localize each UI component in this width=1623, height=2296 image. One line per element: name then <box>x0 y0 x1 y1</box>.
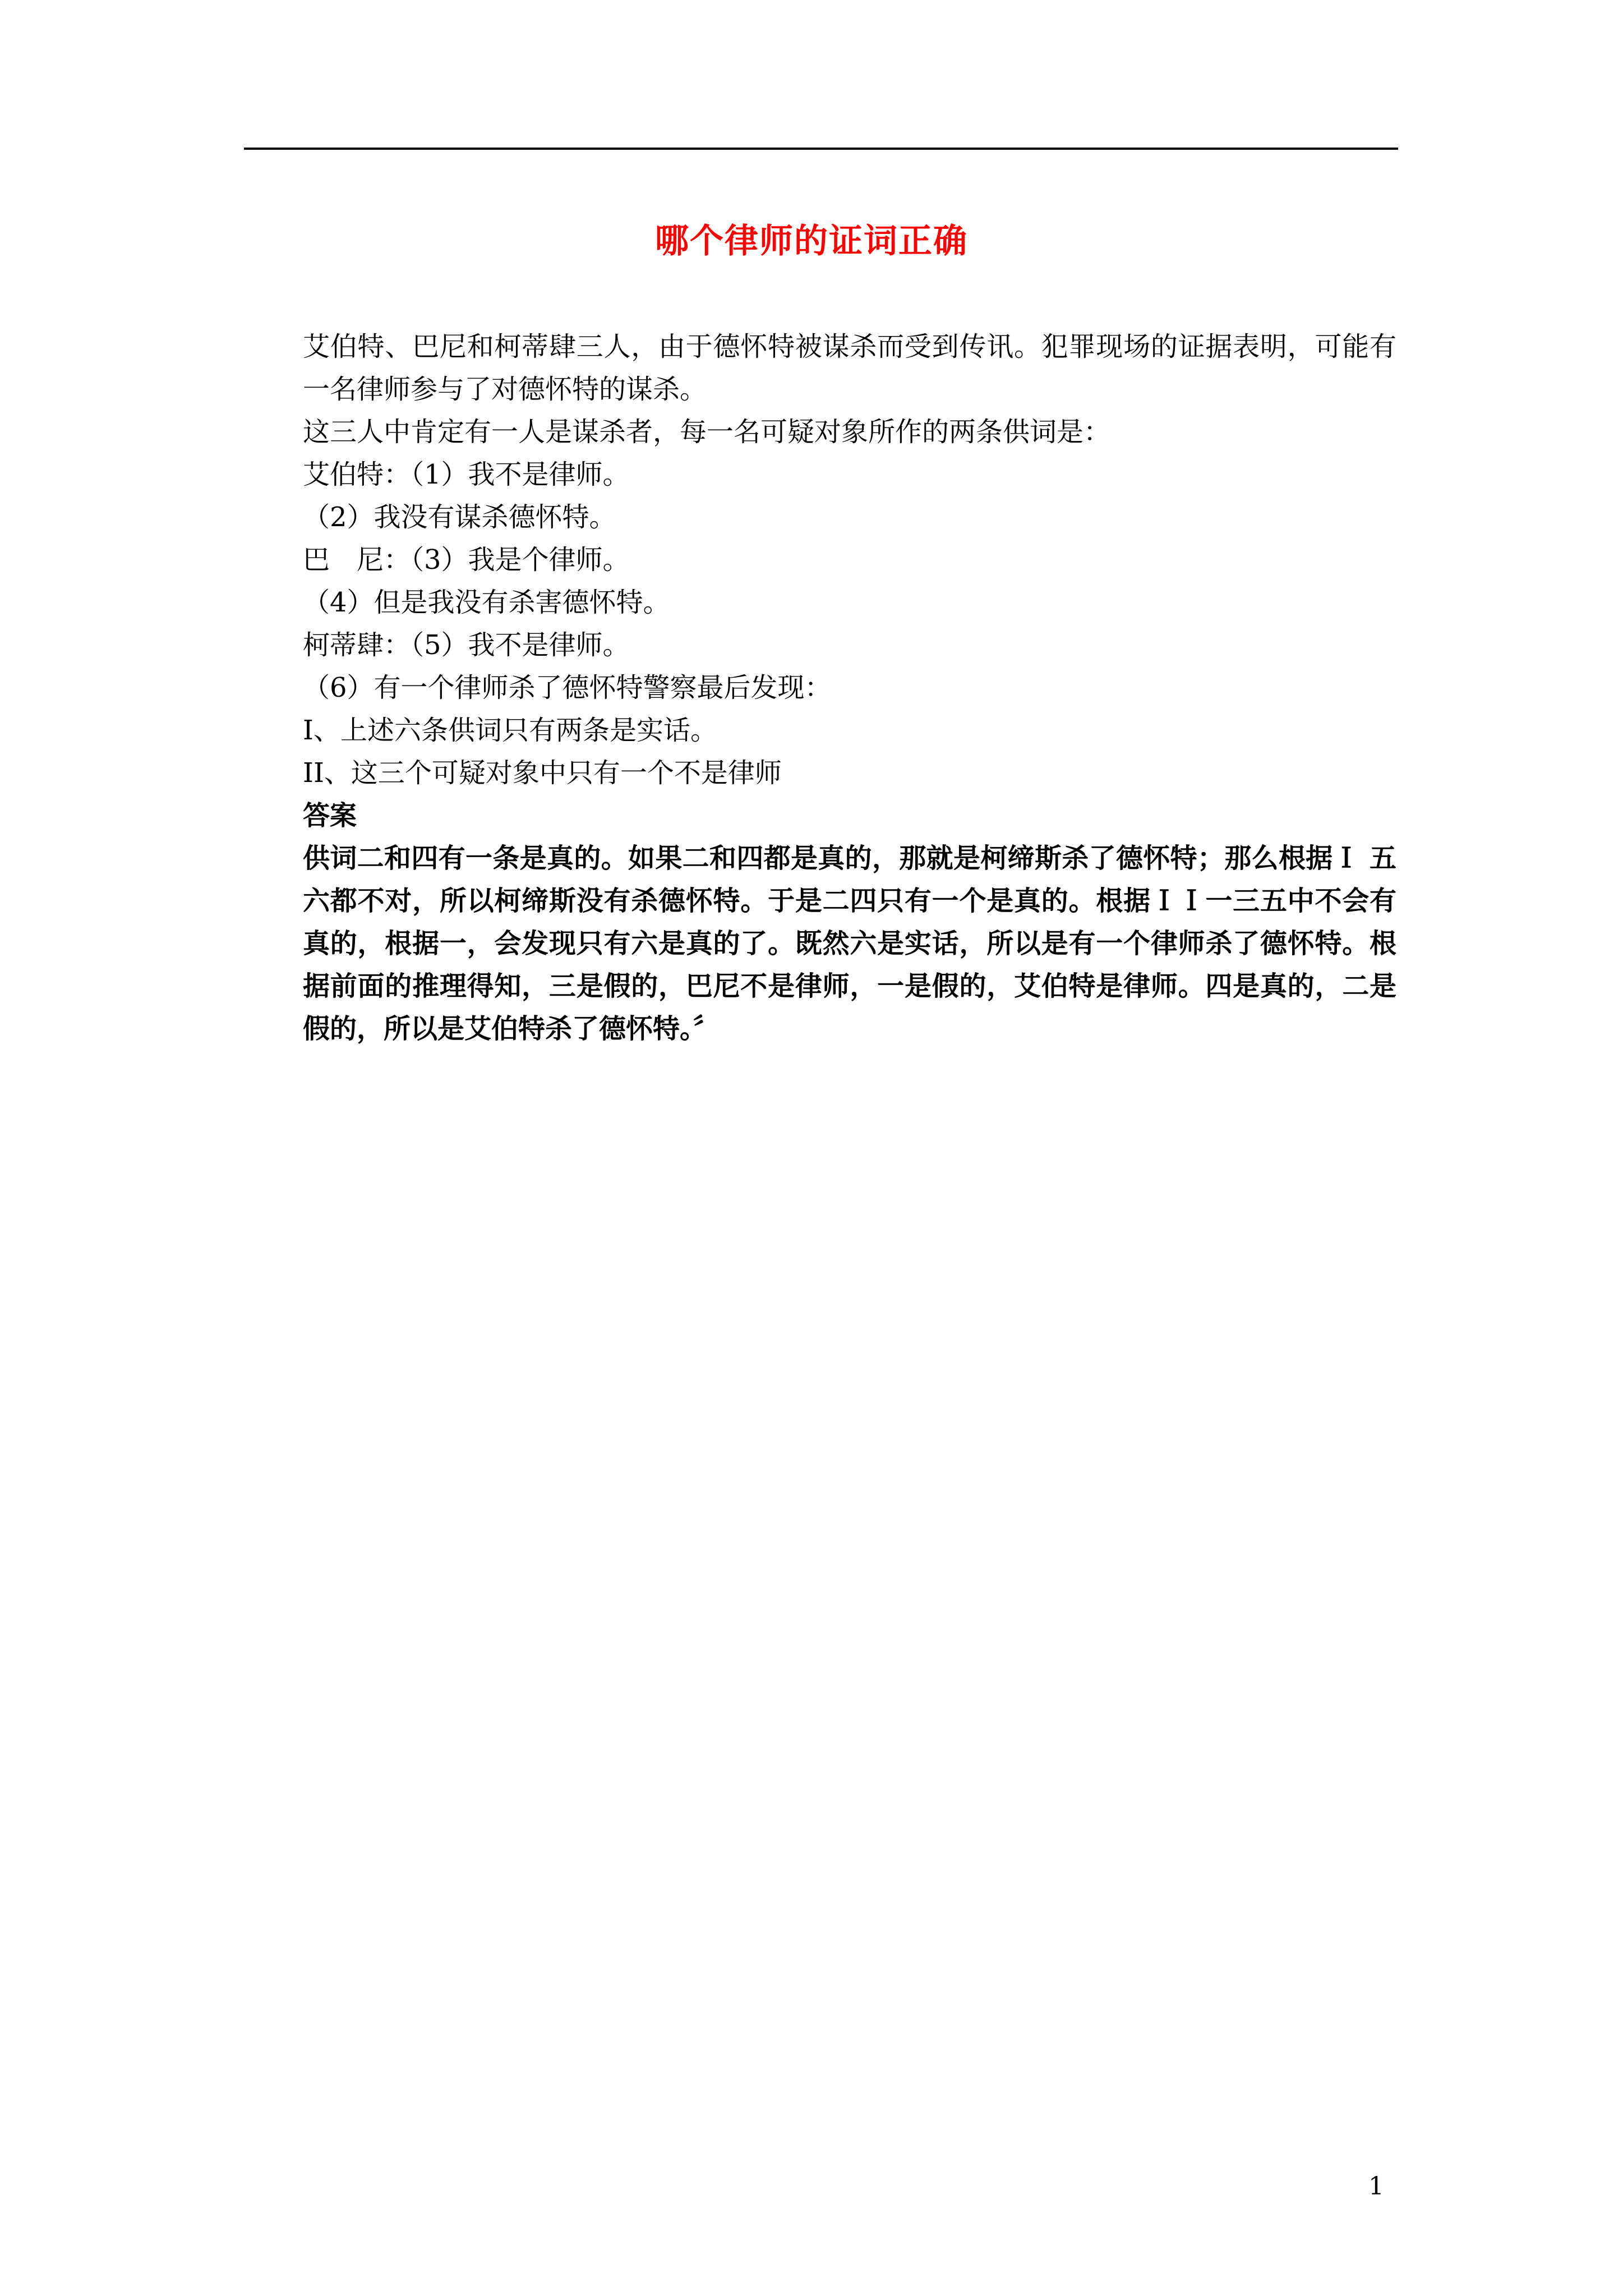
page-number: 1 <box>1368 2172 1384 2201</box>
finding-line: I、上述六条供词只有两条是实话。 <box>303 715 717 746</box>
document-body <box>247 325 1396 1050</box>
statement-line: （6）有一个律师杀了德怀特警察最后发现： <box>303 672 832 703</box>
finding-line: II、这三个可疑对象中只有一个不是律师 <box>303 757 782 789</box>
premise-line: 这三人中肯定有一人是谋杀者，每一名可疑对象所作的两条供词是： <box>303 416 1111 448</box>
statement-line: 艾伯特：（1）我不是律师。 <box>303 459 630 490</box>
statement-line: 巴 尼：（3）我是个律师。 <box>303 544 630 576</box>
header-rule <box>244 148 1398 150</box>
statement-line: 柯蒂肆：（5）我不是律师。 <box>303 629 630 661</box>
answer-heading: 答案 <box>303 800 357 831</box>
statement-line: （4）但是我没有杀害德怀特。 <box>303 587 670 618</box>
answer-paragraph: 供词二和四有一条是真的。如果二和四都是真的，那就是柯缔斯杀了德怀特；那么根据Ｉ 五六都不对，所以柯缔斯没有杀德怀特。于是二四只有一个是真的。根据ＩＩ一三五中不会有真的，根据一，会发现只有六是真的了。既然六是实话，所以是有一个律师杀了德怀特。根据前面的推理得知，三是假的，巴尼不是律师，一是假的，艾伯特是律师。四是真的，二是假的，所以是艾伯特杀了德怀特。〞 <box>303 843 1396 1045</box>
intro-paragraph: 艾伯特、巴尼和柯蒂肆三人，由于德怀特被谋杀而受到传讯。犯罪现场的证据表明，可能有一名律师参与了对德怀特的谋杀。 <box>303 331 1396 405</box>
statement-line: （2）我没有谋杀德怀特。 <box>303 501 616 533</box>
page-title: 哪个律师的证词正确 <box>655 222 968 261</box>
